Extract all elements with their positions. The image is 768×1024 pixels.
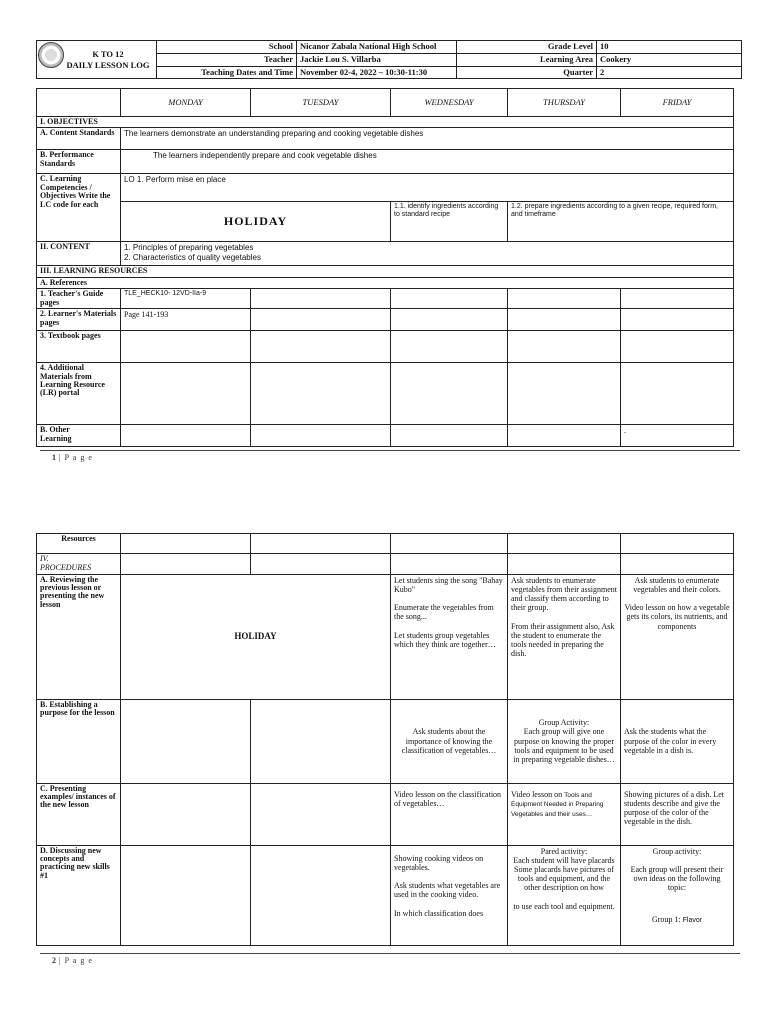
page-word-2: P a g e (64, 956, 93, 965)
learners-materials-label: 2. Learner's Materials pages (37, 309, 121, 331)
references-heading: A. References (37, 277, 734, 288)
learning-area-label: Learning Area (457, 53, 597, 66)
school-label: School (157, 41, 297, 54)
day-header-friday: FRIDAY (621, 89, 734, 117)
day-header-wednesday: WEDNESDAY (391, 89, 508, 117)
table-cell (508, 534, 621, 554)
thursday-examples-lead: Video lesson on (511, 789, 565, 799)
table-cell (121, 699, 251, 783)
table-cell (508, 425, 621, 447)
learners-materials-value: Page 141-193 (121, 309, 251, 331)
thursday-purpose: Group Activity: Each group will give one purpose on knowing the proper tools and equipment to be used in preparing vegetable dishes… (508, 699, 621, 783)
table-cell (251, 534, 391, 554)
performance-standards-label: B. Performance Standards (37, 150, 121, 174)
grade-level-label: Grade Level (457, 41, 597, 54)
table-cell (251, 845, 391, 945)
content-value: 1. Principles of preparing vegetables 2. Characteristics of quality vegetables (121, 242, 734, 266)
learning-competencies-value: LO 1. Perform mise en place (121, 174, 734, 202)
holiday-cell: HOLIDAY (121, 202, 391, 242)
wednesday-review: Let students sing the song "Bahay Kubo" Enumerate the vegetables from the song... Let students group vegetables which they think are together… (391, 574, 508, 699)
table-cell (121, 363, 251, 425)
lesson-table-page-1 (36, 88, 734, 447)
daily-lesson-log-label: DAILY LESSON LOG (66, 59, 150, 70)
table-cell (121, 783, 251, 845)
table-cell (251, 425, 391, 447)
table-cell (391, 554, 508, 575)
footer-divider-1 (40, 450, 740, 451)
table-cell (391, 331, 508, 363)
table-cell (391, 309, 508, 331)
day-header-thursday: THURSDAY (508, 89, 621, 117)
table-cell (621, 554, 734, 575)
content-label: II. CONTENT (37, 242, 121, 266)
table-cell (391, 425, 508, 447)
table-cell (391, 534, 508, 554)
holiday-cell-page-2: HOLIDAY (121, 574, 391, 699)
teacher-value: Jackie Lou S. Villarba (297, 53, 457, 66)
friday-purpose: Ask the students what the purpose of the color in every vegetable in a dish is. (621, 699, 734, 783)
establishing-purpose-label: B. Establishing a purpose for the lesson (37, 699, 121, 783)
teaching-dates-value: November 02-4, 2022 – 10:30-11:30 (297, 66, 457, 79)
thursday-competency: 1.2. prepare ingredients according to a given recipe, required form, and timeframe (508, 202, 734, 242)
table-cell (251, 554, 391, 575)
friday-discussion-text: Group activity: Each group will present their own ideas on the following topic: (630, 846, 724, 893)
table-cell (251, 309, 391, 331)
content-standards-value: The learners demonstrate an understanding preparing and cooking vegetable dishes (121, 128, 734, 150)
friday-other-cell: . (621, 425, 734, 447)
table-cell (121, 534, 251, 554)
friday-discussion (621, 845, 734, 945)
performance-standards-value: The learners independently prepare and cook vegetable dishes (121, 150, 734, 174)
learning-competencies-label: C. Learning Competencies / Objectives Write the LC code for each (37, 174, 121, 242)
table-cell (251, 331, 391, 363)
grade-level-value: 10 (597, 41, 742, 54)
teaching-dates-label: Teaching Dates and Time (157, 66, 297, 79)
learning-resources-heading: III. LEARNING RESOURCES (37, 266, 734, 277)
table-cell (121, 425, 251, 447)
table-cell (508, 554, 621, 575)
page-footer-1: 1 | P a g e (52, 453, 93, 462)
resources-continued-label: Resources (37, 534, 121, 554)
wednesday-competency: 1.1. identify ingredients according to standard recipe (391, 202, 508, 242)
footer-divider-2 (40, 953, 740, 954)
thursday-review: Ask students to enumerate vegetables from their assignment and classify them according to their group. From their assignment also, Ask the student to enumerate the tools needed in preparing the dish. (508, 574, 621, 699)
teacher-label: Teacher (157, 53, 297, 66)
page-word-1: P a g e (64, 453, 93, 462)
other-learning-label: B. Other Learning (37, 425, 121, 447)
table-cell (508, 363, 621, 425)
reviewing-lesson-label: A. Reviewing the previous lesson or presenting the new lesson (37, 574, 121, 699)
table-cell (508, 289, 621, 309)
school-value: Nicanor Zabala National High School (297, 41, 457, 54)
table-cell (621, 534, 734, 554)
additional-materials-label: 4. Additional Materials from Learning Resource (LR) portal (37, 363, 121, 425)
table-cell (251, 289, 391, 309)
lesson-table-page-2 (36, 533, 734, 946)
day-header-tuesday: TUESDAY (251, 89, 391, 117)
textbook-pages-label: 3. Textbook pages (37, 331, 121, 363)
procedures-heading: IV. PROCEDURES (37, 554, 121, 575)
friday-examples: Showing pictures of a dish. Let students describe and give the purpose of the color of the vegetable in the dish. (621, 783, 734, 845)
presenting-examples-label: C. Presenting examples/ instances of the new lesson (37, 783, 121, 845)
wednesday-discussion: Showing cooking videos on vegetables. Ask students what vegetables are used in the cooking video. In which classification does (391, 845, 508, 945)
thursday-discussion: Pared activity: Each student will have placards Some placards have pictures of tools and equipment, and the other description on how to use each tool and equipment. (508, 845, 621, 945)
table-cell (251, 699, 391, 783)
blank-corner-cell (37, 89, 121, 117)
header-table (36, 40, 742, 79)
table-cell (508, 309, 621, 331)
table-cell (621, 289, 734, 309)
wednesday-examples: Video lesson on the classification of vegetables… (391, 783, 508, 845)
page-footer-2: 2 | P a g e (52, 956, 93, 965)
teachers-guide-label: 1. Teacher's Guide pages (37, 289, 121, 309)
friday-review: Ask students to enumerate vegetables and their colors. Video lesson on how a vegetable gets its colors, its nutrients, and components (621, 574, 734, 699)
table-cell (621, 309, 734, 331)
day-header-monday: MONDAY (121, 89, 251, 117)
teachers-guide-value: TLE_HECK10- 12VD-IIa-9 (121, 289, 251, 309)
wednesday-purpose: Ask students about the importance of knowing the classification of vegetables… (391, 699, 508, 783)
k12-label: K TO 12 (92, 49, 124, 60)
table-cell (121, 554, 251, 575)
table-cell (251, 363, 391, 425)
table-cell (508, 331, 621, 363)
quarter-label: Quarter (457, 66, 597, 79)
friday-group-1-label: Group 1: (651, 914, 683, 924)
table-cell (121, 331, 251, 363)
table-cell (621, 331, 734, 363)
page-number-1: 1 (52, 453, 56, 462)
table-cell (391, 289, 508, 309)
thursday-examples-topic: Tools and Equipment Needed in Preparing Vegetables and their uses… (511, 791, 604, 818)
table-cell (251, 783, 391, 845)
dll-title (37, 41, 157, 79)
friday-group-1-topic: Flavor (682, 916, 703, 924)
table-cell (391, 363, 508, 425)
page-number-2: 2 (52, 956, 56, 965)
learning-area-value: Cookery (597, 53, 742, 66)
objectives-heading: I. OBJECTIVES (37, 117, 734, 128)
content-standards-label: A. Content Standards (37, 128, 121, 150)
friday-group-1 (624, 915, 730, 925)
quarter-value: 2 (597, 66, 742, 79)
table-cell (121, 845, 251, 945)
discussing-concepts-label: D. Discussing new concepts and practicing new skills #1 (37, 845, 121, 945)
table-cell (621, 363, 734, 425)
thursday-examples (508, 783, 621, 845)
